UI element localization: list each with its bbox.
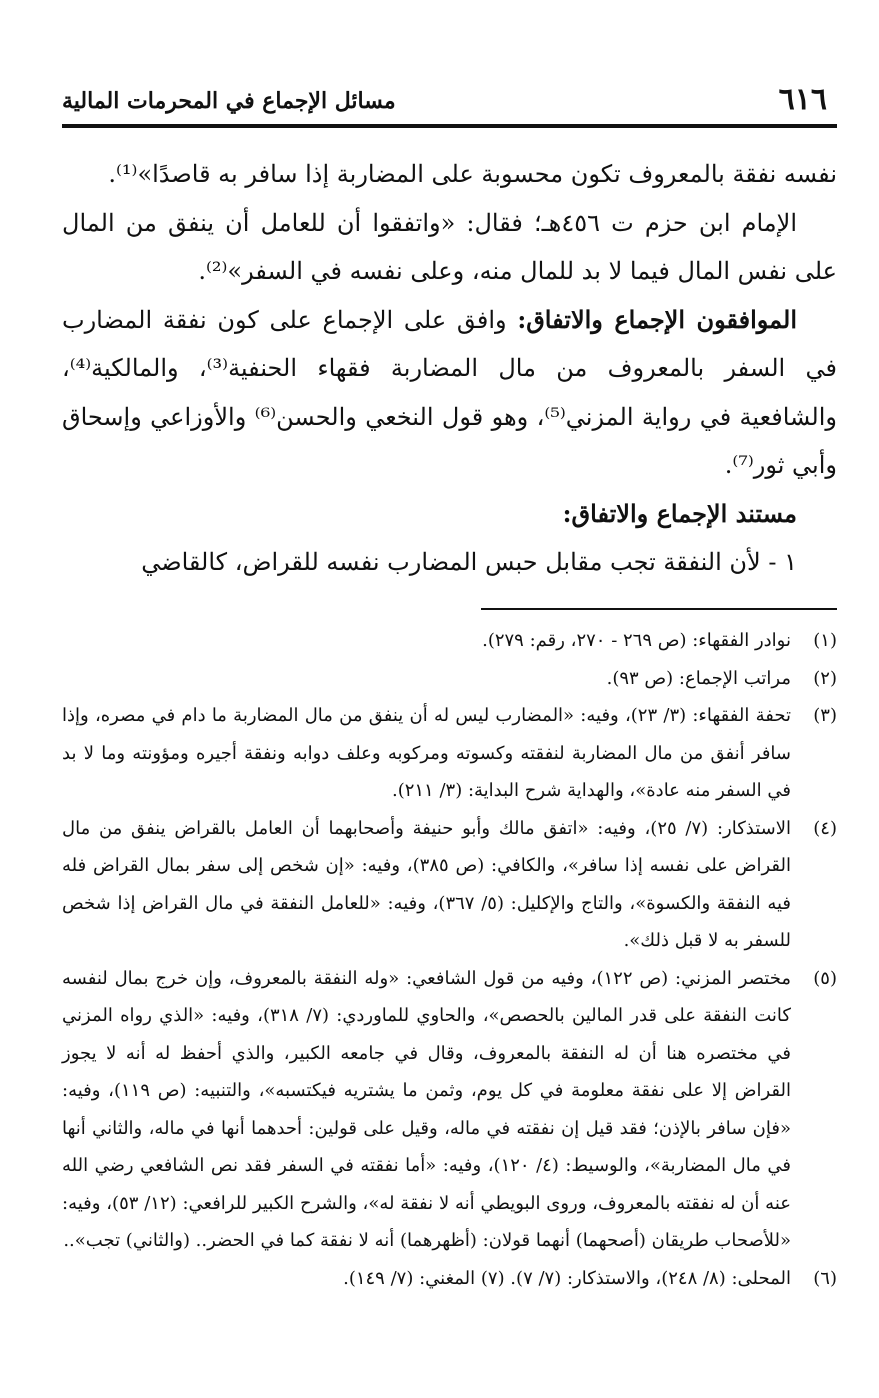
footnote-item	[62, 622, 837, 660]
footnote-item	[62, 660, 837, 698]
footnote-text: الاستذكار: (٧/ ٢٥)، وفيه: «اتفق مالك وأبو حنيفة وأصحابهما أن العامل بالقراض ينفق من مال القراض على نفسه إذا سافر»، والكافي: (ص ٣٨٥)، وفيه: «إن شخص إلى سفر بمال القراض فله فيه النفقة والكسوة»، والتاج والإكليل: (٥/ ٣٦٧)، وفيه: «للعامل النفقة في مال القراض إذا شخص للسفر به لا قبل ذلك».	[62, 817, 792, 951]
footnote-number: (٣)	[813, 705, 837, 726]
footnote-number: (٤)	[813, 817, 837, 839]
running-title: مسائل الإجماع في المحرمات المالية	[62, 88, 396, 114]
page-header	[62, 80, 837, 120]
paragraph-1: نفسه نفقة بالمعروف تكون محسوبة على المضاربة إذا سافر به قاصدًا»⁽¹⁾.	[108, 160, 837, 188]
footnote-item	[62, 960, 837, 1260]
footnote-text: مراتب الإجماع: (ص ٩٣).	[606, 667, 791, 689]
page-number: ٦١٦	[778, 82, 827, 117]
paragraph-3-label: الموافقون الإجماع والاتفاق:	[517, 304, 797, 334]
footnote-item	[62, 1260, 837, 1298]
footnotes	[62, 622, 837, 1297]
footnote-number: (٦)	[813, 1267, 837, 1289]
footnote-number: (٢)	[813, 667, 837, 689]
footnote-text: مختصر المزني: (ص ١٢٢)، وفيه من قول الشافعي: «وله النفقة بالمعروف، وإن خرج بمال لنفسه كانت النفقة على قدر المالين بالحصص»، والحاوي للماوردي: (٧/ ٣١٨)، وفيه: «الذي رواه المزني في مختصره هنا أن له النفقة بالمعروف، وقال في جامعه الكبير، والذي أحفظ له أنه لا يجوز القراض إلا على نفقة معلومة في كل يوم، وثمن ما يشتريه فيكتسبه»، والتنبيه: (ص ١١٩)، وفيه: «فإن سافر بالإذن؛ فقد قيل إن نفقته في ماله، وقيل على قولين: أحدهما أنها في ماله، والثاني أنها في مال المضاربة»، والوسيط: (٤/ ١٢٠)، وفيه: «أما نفقته في السفر فقد نص الشافعي رضي الله عنه أن له نفقته بالمعروف، وروى البويطي أنه لا نفقة له»، والشرح الكبير للرافعي: (١٢/ ٥٣)، وفيه: «للأصحاب طريقان (أصحهما) أنهما قولان: (أظهرهما) أنه لا نفقة كما في الحضر.. (والثاني) تجب»..	[62, 967, 792, 1251]
footnote-separator	[481, 608, 837, 610]
footnote-item	[62, 697, 837, 810]
header-rule	[62, 124, 837, 128]
footnote-text: المحلى: (٨/ ٢٤٨)، والاستذكار: (٧/ ٧). (٧) المغني: (٧/ ١٤٩).	[343, 1267, 791, 1289]
footnote-item	[62, 810, 837, 960]
footnote-number: (١)	[813, 630, 837, 651]
footnote-text: نوادر الفقهاء: (ص ٢٦٩ - ٢٧٠، رقم: ٢٧٩).	[482, 630, 791, 651]
footnote-text: تحفة الفقهاء: (٣/ ٢٣)، وفيه: «المضارب ليس له أن ينفق من مال المضاربة ما دام في مصره، وإذا سافر أنفق من مال المضاربة لنفقته وكسوته ومركوبه وعلف دوابه ونفقة أجيره ومؤونته وما لا بد في السفر منه عادة»، والهداية شرح البداية: (٣/ ٢١١).	[62, 705, 791, 801]
footnote-number: (٥)	[813, 967, 837, 989]
paragraph-3	[62, 296, 837, 490]
paragraph-5: ١ - لأن النفقة تجب مقابل حبس المضارب نفسه للقراض، كالقاضي	[141, 548, 797, 576]
main-text	[62, 150, 837, 587]
paragraph-2: الإمام ابن حزم ت ٤٥٦هـ؛ فقال: «واتفقوا أن للعامل أن ينفق من المال على نفس المال فيما لا بد للمال منه، وعلى نفسه في السفر»⁽²⁾.	[62, 208, 837, 285]
paragraph-3-text: وافق على الإجماع على كون نفقة المضارب في السفر بالمعروف من مال المضاربة فقهاء الحنفية⁽³⁾، والمالكية⁽⁴⁾، والشافعية في رواية المزني⁽⁵⁾، وهو قول النخعي والحسن⁽⁶⁾ والأوزاعي وإسحاق وأبي ثور⁽⁷⁾.	[62, 305, 837, 479]
section-heading: مستند الإجماع والاتفاق:	[562, 498, 797, 528]
